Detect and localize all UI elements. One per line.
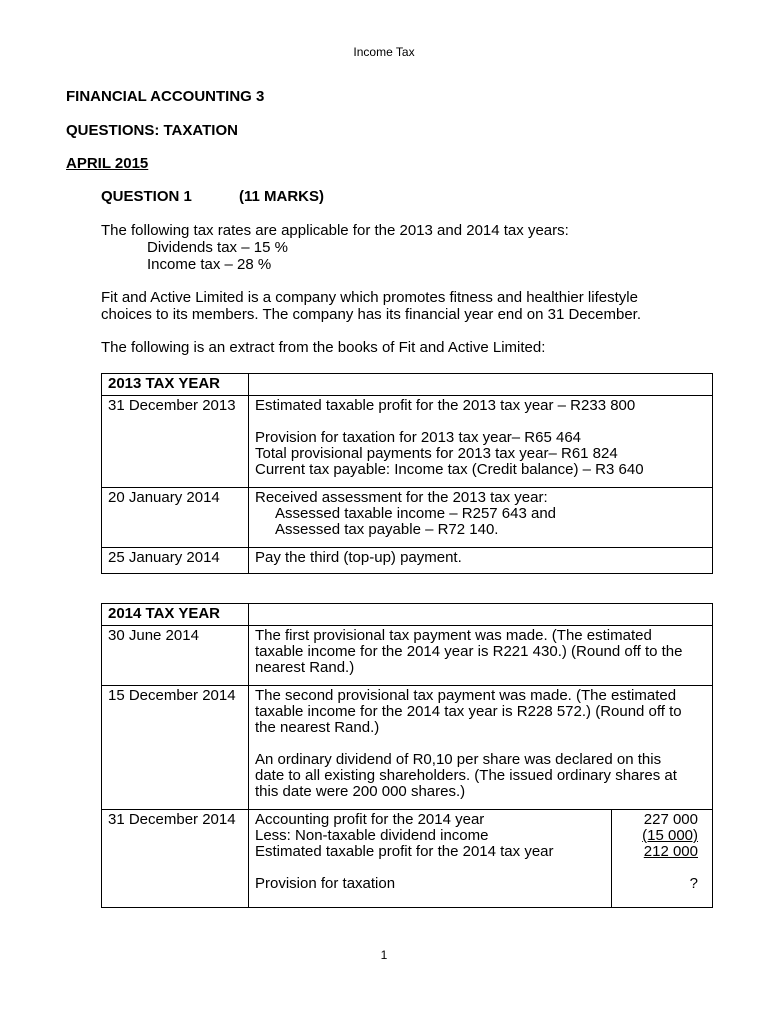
description-line: An ordinary dividend of R0,10 per share was declared on this (255, 751, 662, 768)
table-header-row (102, 374, 713, 396)
row-date: 31 December 2013 (102, 396, 249, 488)
table-header: 2014 TAX YEAR (102, 604, 249, 626)
question-marks: (11 MARKS) (239, 188, 325, 205)
table-row (102, 686, 713, 810)
question-title: QUESTION 1 (101, 188, 192, 205)
tax-year-2014-table (101, 603, 713, 908)
row-description (249, 488, 713, 548)
tax-year-2013-table (101, 373, 713, 574)
exam-date: APRIL 2015 (66, 155, 149, 172)
table-header: 2013 TAX YEAR (102, 374, 249, 396)
line-item-label: Provision for taxation (255, 875, 396, 892)
table-row (102, 548, 713, 574)
description-line: Provision for taxation for 2013 tax year– R65 464 (255, 429, 582, 446)
row-amounts (612, 810, 713, 908)
description-line: Estimated taxable profit for the 2013 tax year – R233 800 (255, 397, 636, 414)
description-line: taxable income for the 2014 tax year is R228 572.) (Round off to (255, 703, 682, 720)
description-line: The second provisional tax payment was made. (The estimated (255, 687, 677, 704)
table-row (102, 626, 713, 686)
line-item-amount: 212 000 (643, 843, 698, 860)
row-description (249, 548, 713, 574)
table-row (102, 488, 713, 548)
description-line: Current tax payable: Income tax (Credit balance) – R3 640 (255, 461, 644, 478)
description-line: this date were 200 000 shares.) (255, 783, 466, 800)
description-line: Assessed tax payable – R72 140. (275, 521, 499, 538)
row-date: 31 December 2014 (102, 810, 249, 908)
questions-title: QUESTIONS: TAXATION (66, 122, 238, 139)
description-line: taxable income for the 2014 year is R221 430.) (Round off to the (255, 643, 683, 660)
row-date: 30 June 2014 (102, 626, 249, 686)
description-line: Received assessment for the 2013 tax year: (255, 489, 548, 506)
row-date: 20 January 2014 (102, 488, 249, 548)
spacer (255, 414, 706, 430)
description-line: date to all existing shareholders. (The issued ordinary shares at (255, 767, 677, 784)
row-date: 15 December 2014 (102, 686, 249, 810)
line-item-amount: ? (689, 875, 698, 892)
page-number: 1 (380, 948, 388, 962)
company-paragraph-line-2: choices to its members. The company has its financial year end on 31 December. (101, 306, 641, 323)
line-item-amount: 227 000 (643, 811, 698, 828)
running-header: Income Tax (353, 45, 415, 59)
course-title: FINANCIAL ACCOUNTING 3 (66, 88, 265, 105)
line-item-amount: (15 000) (642, 827, 698, 844)
empty-header-cell (249, 604, 713, 626)
spacer (618, 860, 698, 876)
description-line: Total provisional payments for 2013 tax year– R61 824 (255, 445, 618, 462)
row-description (249, 626, 713, 686)
table-row (102, 810, 713, 908)
dividends-tax-rate: Dividends tax – 15 % (147, 239, 288, 256)
empty-header-cell (249, 374, 713, 396)
extract-intro: The following is an extract from the books of Fit and Active Limited: (101, 339, 546, 356)
line-item-label: Accounting profit for the 2014 year (255, 811, 485, 828)
line-item-label: Less: Non-taxable dividend income (255, 827, 489, 844)
company-paragraph-line-1: Fit and Active Limited is a company which promotes fitness and healthier lifestyle (101, 289, 638, 306)
line-item-label: Estimated taxable profit for the 2014 tax year (255, 843, 554, 860)
income-tax-rate: Income tax – 28 % (147, 256, 272, 273)
row-description (249, 396, 713, 488)
description-line: Assessed taxable income – R257 643 and (275, 505, 557, 522)
description-line: the nearest Rand.) (255, 719, 380, 736)
spacer (255, 736, 706, 752)
row-description (249, 810, 612, 908)
table-header-row (102, 604, 713, 626)
description-line: Pay the third (top-up) payment. (255, 549, 462, 566)
table-row (102, 396, 713, 488)
description-line: The first provisional tax payment was made. (The estimated (255, 627, 652, 644)
description-line: nearest Rand.) (255, 659, 355, 676)
row-description (249, 686, 713, 810)
rates-intro: The following tax rates are applicable for the 2013 and 2014 tax years: (101, 222, 569, 239)
row-date: 25 January 2014 (102, 548, 249, 574)
spacer (255, 860, 605, 876)
